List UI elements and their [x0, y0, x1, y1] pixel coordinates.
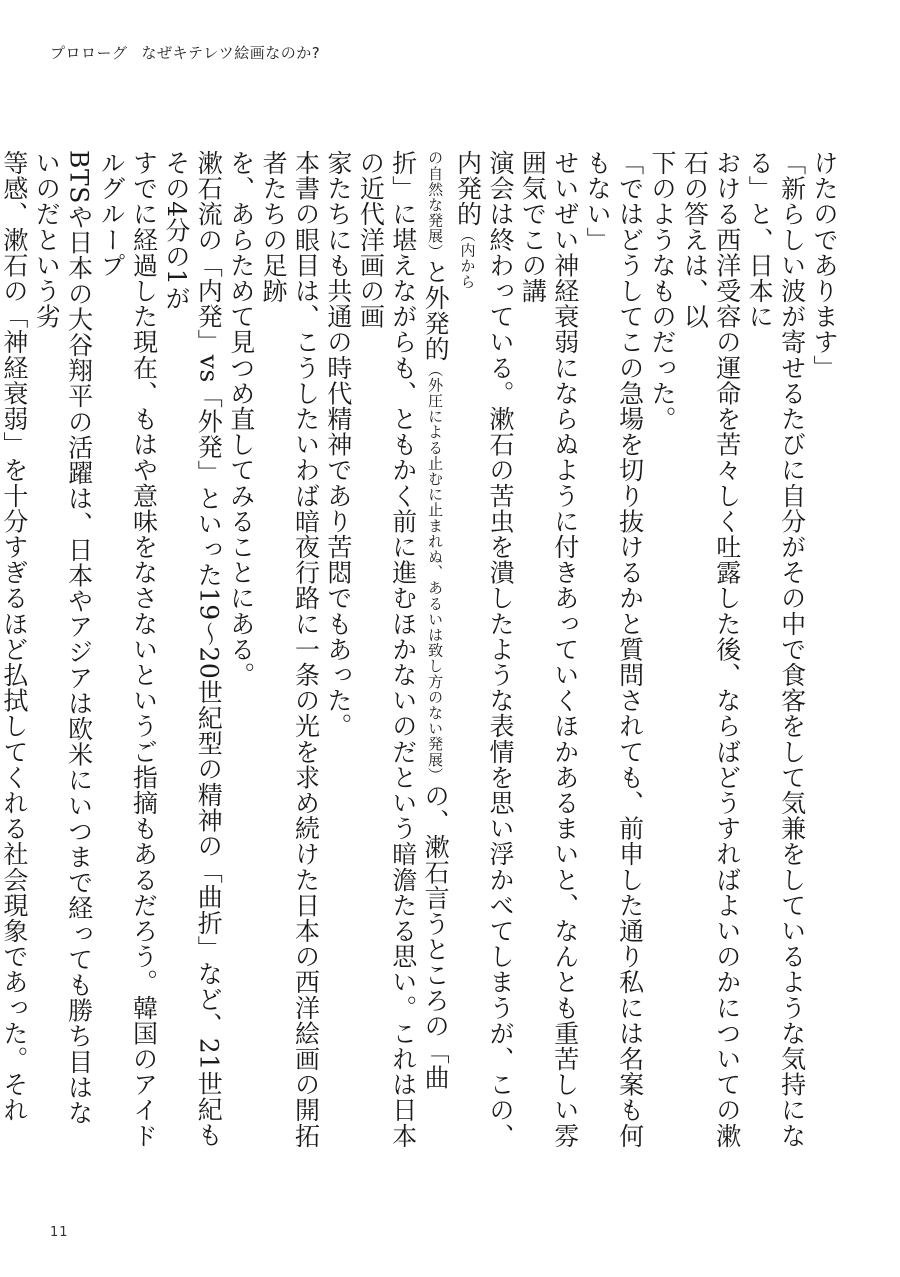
text-line: 本書の眼目は、こうしたいわば暗夜行路に一条の光を求め続けた日本の西洋絵画の開拓者たちの足跡: [259, 150, 321, 1149]
text-line: BTSや日本の大谷翔平の活躍は、日本やアジアは欧米にいつまで経っても勝ち目はないのだという劣: [32, 150, 94, 1126]
chapter-label: プロローグ: [50, 44, 128, 62]
text-line: おける西洋受容の運命を苦々しく吐露した後、ならばどうすればよいのかについての漱石の答えは、以: [680, 150, 742, 1149]
body-text: [0, 150, 840, 1150]
annotation: （外圧による止むに止まれぬ、あるいは致し方のない発展）: [426, 361, 445, 783]
text-run: の、漱石言うところの「曲: [421, 782, 451, 1091]
text-line: [451, 150, 516, 1150]
running-head: [50, 42, 320, 63]
text-line: 「新らしい波が寄せるたびに自分がその中で食客をして気兼をしているような気持になる」と、日本に: [745, 150, 807, 1149]
text-line: 家たちにも共通の時代精神であり苦悶でもあった。: [323, 150, 353, 739]
text-line: [419, 150, 451, 1150]
text-run: と外発的: [421, 259, 451, 362]
text-line: 「ではどうしてこの急場を切り抜けるかと質問されても、前申した通り私には名案も何もない」: [583, 150, 645, 1149]
page-number: 11: [50, 1225, 69, 1240]
annotation: の自然な発展）: [426, 150, 445, 260]
text-run: 演会は終わっている。漱石の苦虫を潰したような表情を思い浮かべてしまうが、この、内発的: [453, 150, 515, 1149]
chapter-title: なぜキテレツ絵画なのか?: [141, 44, 321, 62]
text-line: せいぜい神経衰弱にならぬように付きあっていくほかあるまいと、なんとも重苦しい雰囲気でこの講: [518, 150, 580, 1149]
text-line: 等感、漱石の「神経衰弱」を十分すぎるほど払拭してくれる社会現象であった。それ: [0, 150, 29, 1123]
text-line: 折」に堪えながらも、ともかく前に進むほかないのだという暗澹たる思い。これは日本の近代洋画の画: [356, 150, 418, 1149]
text-line: 下のようなものだった。: [647, 150, 677, 432]
text-line: を、あらためて見つめ直してみることにある。: [226, 150, 256, 688]
text-line: 漱石流の「内発」vs「外発」といった19〜20世紀型の精神の「曲折」など、21世紀もその4分の1が: [161, 150, 224, 1148]
annotation: （内から: [458, 226, 477, 290]
text-line: すでに経過した現在、もはや意味をなさないというご指摘もあるだろう。韓国のアイドルグループ: [97, 150, 159, 1149]
text-line: けたのであります」: [810, 150, 839, 381]
